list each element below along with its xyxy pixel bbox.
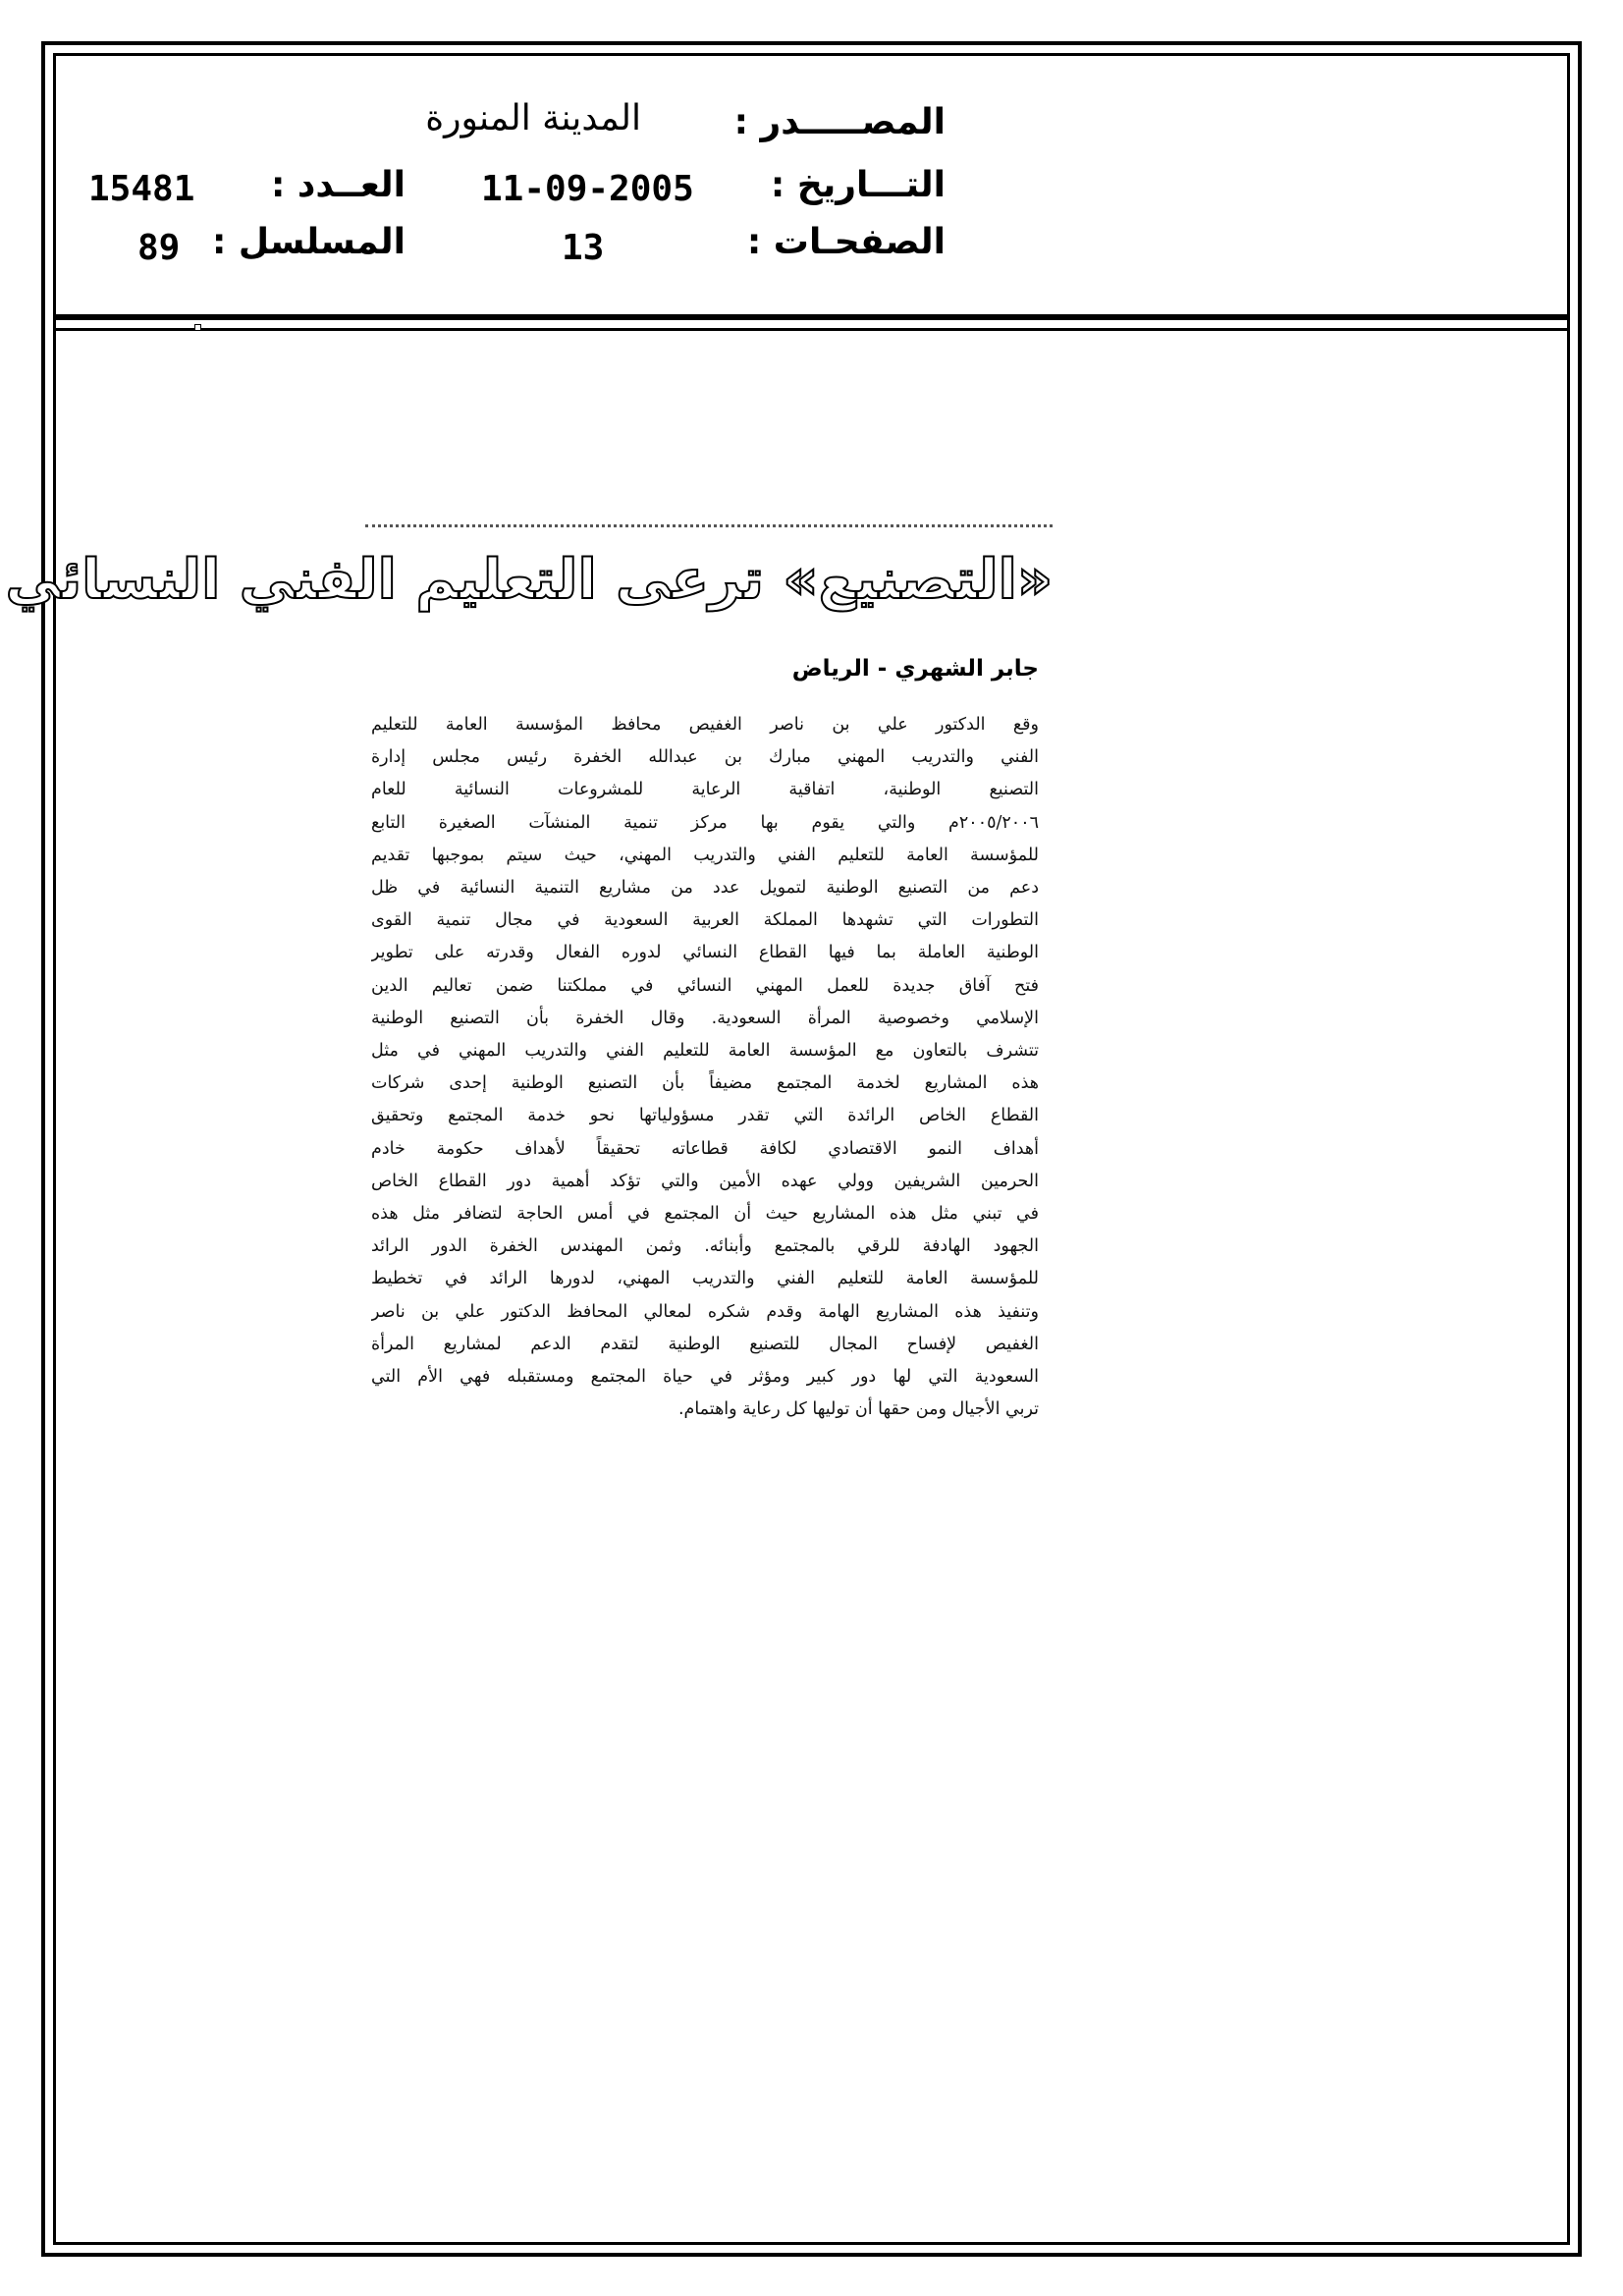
article-line: التطورات التي تشهدها المملكة العربية السعودية في مجال تنمية القوى [371,910,1039,931]
article-line: الإسلامي وخصوصية المرأة السعودية. وقال الخفرة بأن التصنيع الوطنية [371,1008,1039,1028]
article-line: الفني والتدريب المهني مبارك بن عبدالله الخفرة رئيس مجلس إدارة [371,747,1039,768]
article-body [371,709,1039,1426]
scan-mark [194,324,201,331]
article-line: القطاع الخاص الرائدة التي تقدر مسؤولياتها نحو خدمة المجتمع وتحقيق [371,1106,1039,1126]
article-line: التصنيع الوطنية، اتفاقية الرعاية للمشروعات النسائية للعام [371,780,1039,800]
issue-value: 15481 [88,169,195,209]
article-line: وقع الدكتور علي بن ناصر الغفيص محافظ المؤسسة العامة للتعليم [371,715,1039,735]
pages-value: 13 [562,228,605,268]
source-value: المدينة المنورة [425,98,641,138]
article-line: السعودية التي لها دور كبير ومؤثر في حياة المجتمع ومستقبله فهي الأم التي [371,1367,1039,1388]
article-line: هذه المشاريع لخدمة المجتمع مضيفاً بأن التصنيع الوطنية إحدى شركات [371,1073,1039,1094]
header-divider [53,314,1570,320]
serial-value: 89 [137,228,181,268]
article-line: أهداف النمو الاقتصادي لكافة قطاعاته تحقيقاً لأهداف حكومة خادم [371,1138,1039,1159]
serial-label: المسلسل : [211,222,406,262]
article-line: للمؤسسة العامة للتعليم الفني والتدريب المهني، لدورها الرائد في تخطيط [371,1269,1039,1289]
source-label: المصـــــدر : [733,102,946,142]
date-value: 11-09-2005 [481,169,694,209]
article-line: دعم من التصنيع الوطنية لتمويل عدد من مشاريع التنمية النسائية في ظل [371,878,1039,899]
article-title: «التصنيع» ترعى التعليم الفني النسائي [5,548,1053,612]
header-divider-thin [53,328,1570,331]
date-label: التـــاريخ : [770,165,946,205]
article-byline: جابر الشهري - الرياض [791,656,1039,682]
article-line: الوطنية العاملة بما فيها القطاع النسائي لدوره الفعال وقدرته على تطوير [371,943,1039,963]
article-line: وتنفيذ هذه المشاريع الهامة وقدم شكره لمعالي المحافظ الدكتور علي بن ناصر [371,1301,1039,1322]
issue-label: العــدد : [271,165,406,205]
article-line: في تبني مثل هذه المشاريع حيث أن المجتمع في أمس الحاجة لتضافر مثل هذه [371,1204,1039,1225]
article-line: تربي الأجيال ومن حقها أن توليها كل رعاية واهتمام. [677,1399,1039,1420]
article-line: ٢٠٠٥/٢٠٠٦م والتي يقوم بها مركز تنمية المنشآت الصغيرة التابع [371,812,1039,833]
article-line: فتح آفاق جديدة للعمل المهني النسائي في مملكتنا ضمن تعاليم الدين [371,975,1039,996]
article-line: تتشرف بالتعاون مع المؤسسة العامة للتعليم الفني والتدريب المهني في مثل [371,1041,1039,1062]
article-line: للمؤسسة العامة للتعليم الفني والتدريب المهني، حيث سيتم بموجبها تقديم [371,845,1039,865]
pages-label: الصفحـات : [746,222,946,262]
article-clipping [5,524,1053,1467]
article-line: الحرمين الشريفين وولي عهده الأمين والتي تؤكد أهمية دور القطاع الخاص [371,1171,1039,1191]
clipping-top-rule [365,524,1053,527]
article-line: الغفيص لإفساح المجال للتصنيع الوطنية لتقدم الدعم لمشاريع المرأة [371,1334,1039,1354]
article-line: الجهود الهادفة للرقي بالمجتمع وأبنائه. وثمن المهندس الخفرة الدور الرائد [371,1236,1039,1257]
